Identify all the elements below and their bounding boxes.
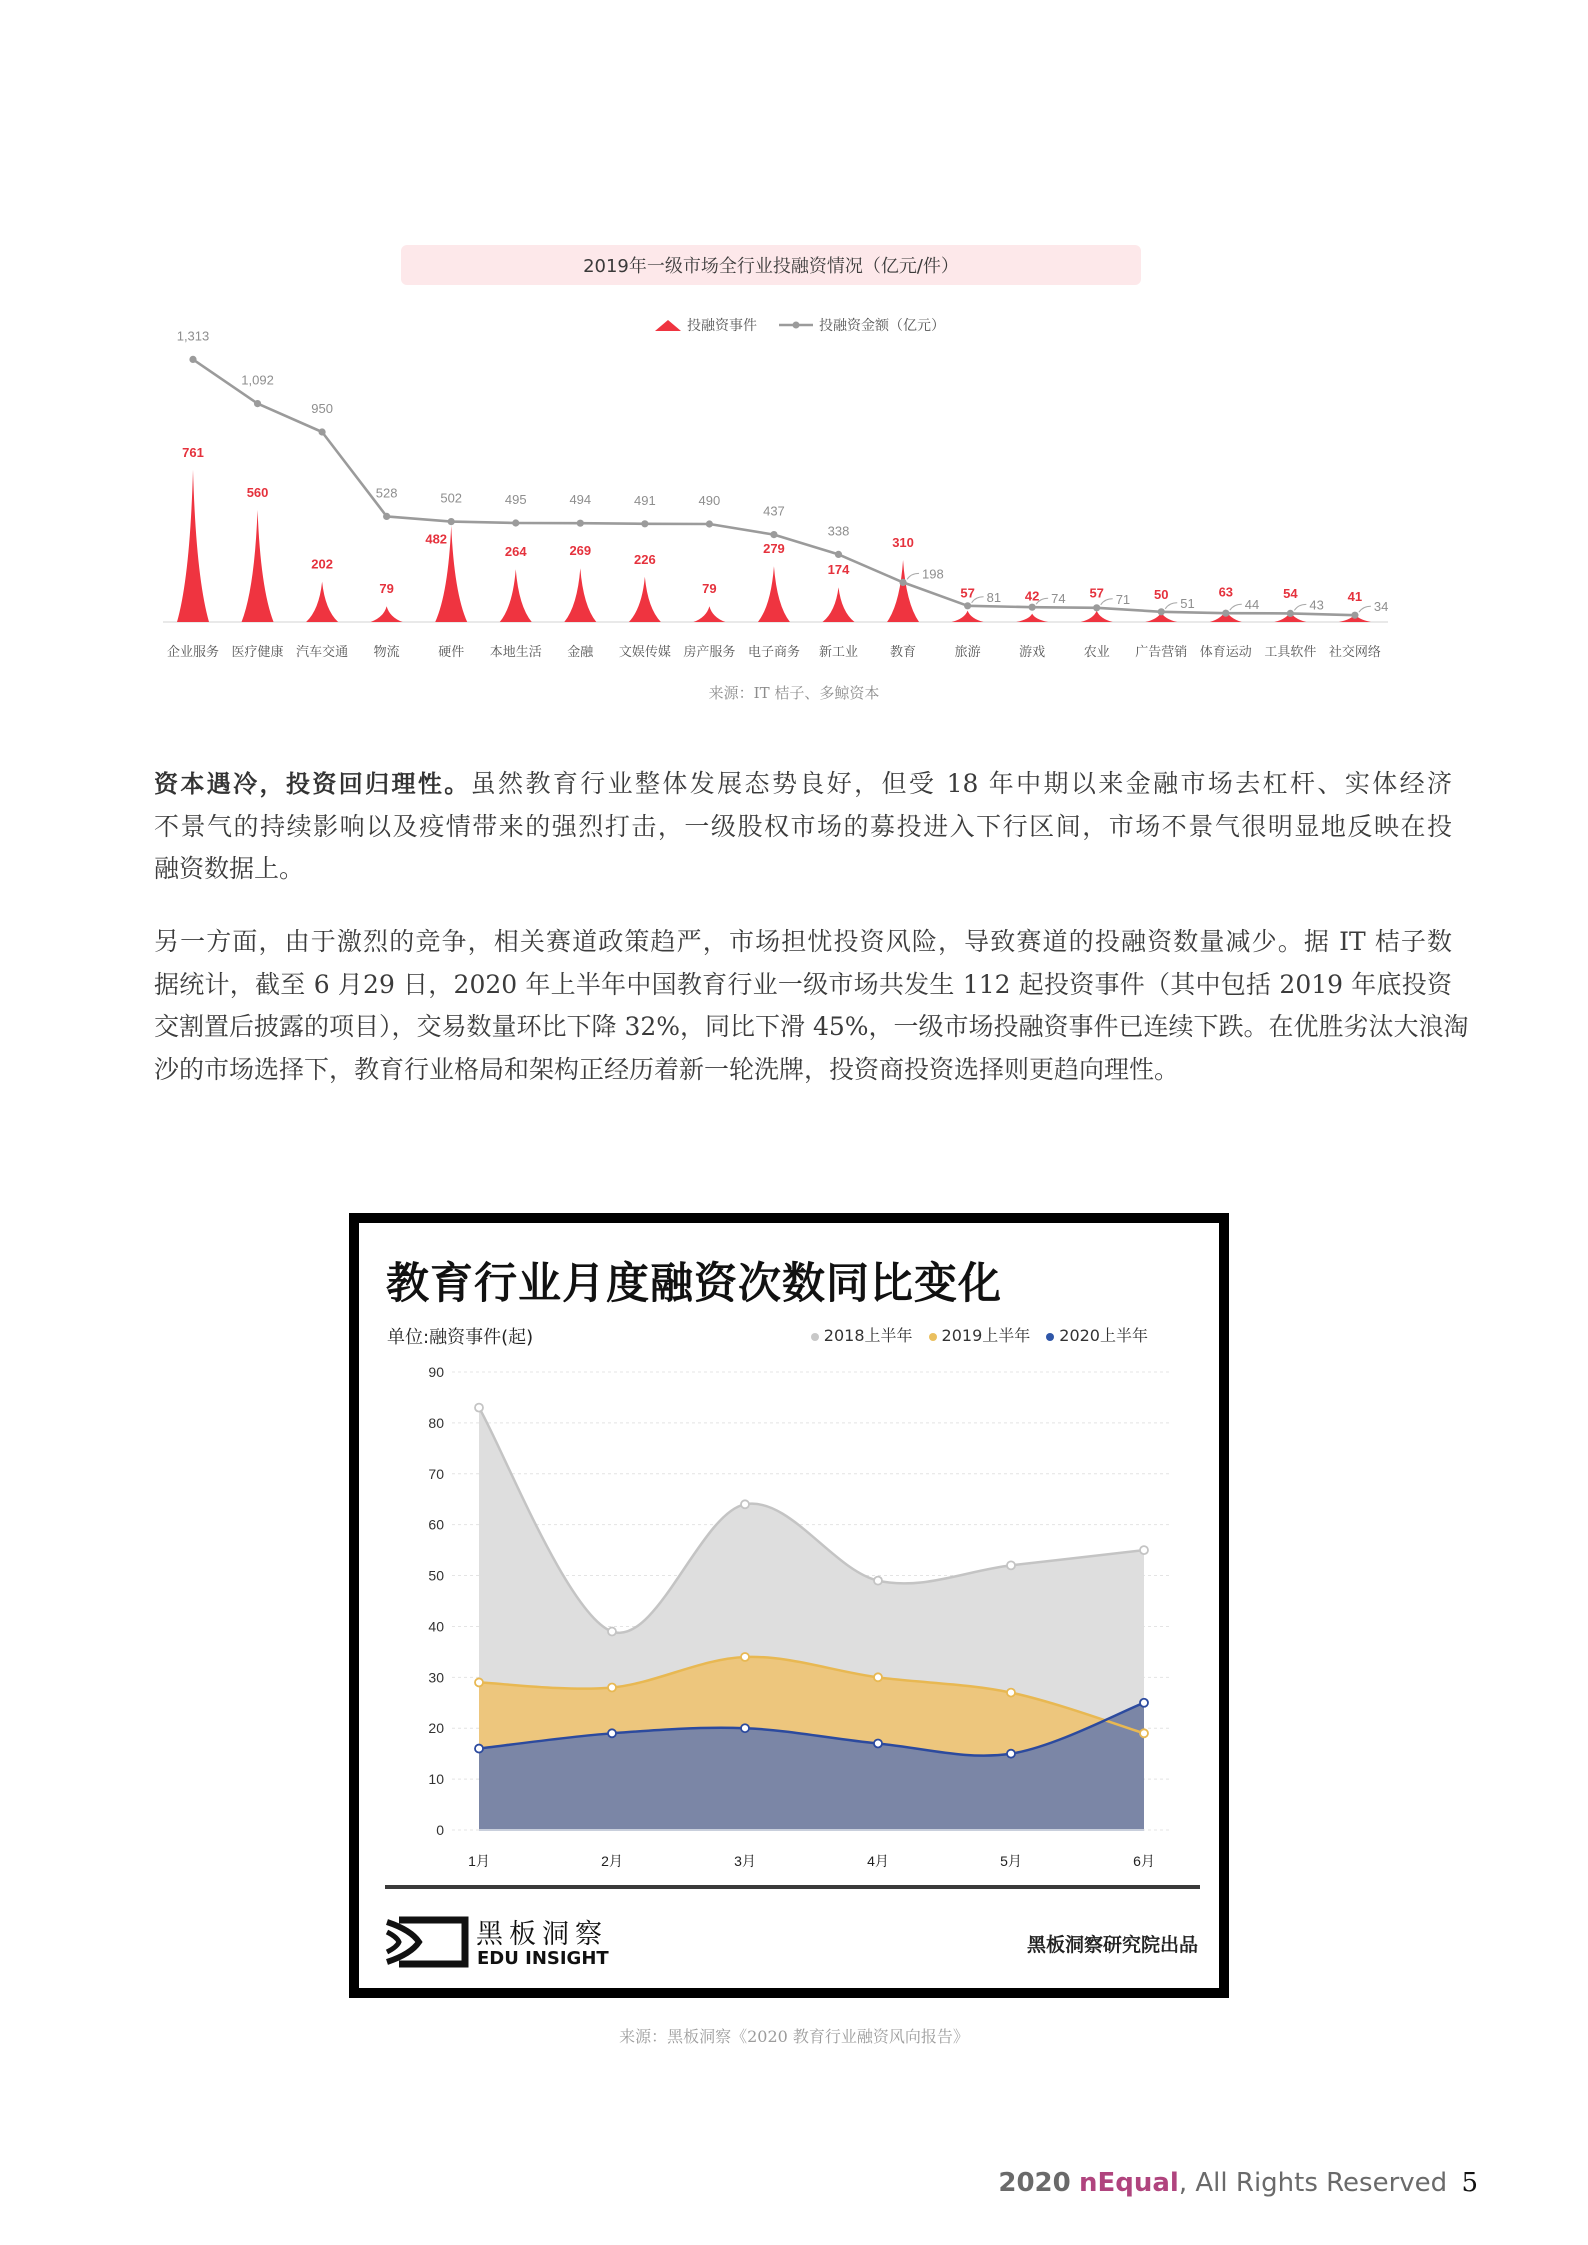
event-label: 57 [1089, 585, 1104, 601]
category-label: 游戏 [1019, 644, 1046, 659]
amount-label: 43 [1309, 597, 1324, 613]
event-label: 279 [763, 541, 785, 557]
paragraph-line: 融资数据上。 [154, 854, 305, 883]
paragraph-competition [154, 921, 1469, 1091]
amount-marker [641, 520, 648, 527]
data-point-marker [1140, 1729, 1148, 1737]
y-tick-label: 90 [428, 1363, 444, 1380]
event-label: 226 [633, 551, 656, 567]
amount-marker [512, 519, 519, 526]
amount-marker [448, 518, 455, 525]
amount-marker [1093, 604, 1100, 611]
amount-label: 528 [375, 485, 398, 501]
amount-marker [1287, 610, 1294, 617]
legend-label-events: 投融资事件 [687, 318, 757, 334]
amount-label: 51 [1180, 595, 1195, 611]
data-point-marker [1007, 1689, 1015, 1697]
event-label: 79 [702, 581, 717, 597]
event-triangle [500, 569, 532, 622]
category-label: 农业 [1083, 644, 1110, 659]
y-tick-label: 10 [428, 1771, 444, 1788]
y-tick-label: 60 [428, 1516, 444, 1533]
event-label: 310 [892, 535, 914, 550]
x-tick-label: 5月 [1000, 1853, 1022, 1869]
amount-label: 1,313 [176, 328, 210, 344]
category-label: 广告营销 [1135, 644, 1188, 659]
data-point-marker [874, 1577, 882, 1585]
amount-marker [254, 400, 261, 407]
event-triangle [952, 611, 984, 622]
amount-label: 71 [1115, 591, 1131, 607]
data-point-marker [741, 1724, 749, 1732]
event-label: 54 [1283, 586, 1298, 602]
event-label: 57 [960, 585, 975, 601]
data-point-marker [874, 1673, 882, 1681]
category-label: 电子商务 [747, 644, 800, 659]
amount-marker [899, 579, 906, 586]
category-label: 教育 [890, 644, 917, 659]
event-triangle [629, 577, 661, 622]
amount-marker [319, 428, 326, 435]
data-point-marker [608, 1684, 616, 1692]
event-label: 269 [569, 543, 592, 559]
y-tick-label: 50 [428, 1567, 444, 1584]
event-triangle [887, 560, 919, 622]
amount-label: 198 [922, 566, 944, 582]
amount-marker [383, 513, 390, 520]
category-label: 社交网络 [1328, 644, 1381, 659]
amount-marker [706, 520, 713, 527]
paragraph-text: 虽然教育行业整体发展态势良好，但受 18 年中期以来金融市场去杠杆、实体经济 [470, 769, 1452, 798]
event-label: 174 [827, 562, 850, 578]
data-point-marker [741, 1653, 749, 1661]
event-triangle [177, 470, 209, 622]
category-label: 文娱传媒 [618, 644, 671, 659]
legend-label: 2018上半年 [823, 1326, 913, 1345]
event-label: 63 [1218, 584, 1234, 600]
page-footer [900, 2168, 1478, 2198]
category-label: 硬件 [438, 644, 465, 659]
data-point-marker [1140, 1546, 1148, 1554]
top-chart-source: 来源：IT 桔子、多鲸资本 [708, 684, 880, 702]
footer-year: 2020 [998, 2168, 1071, 2198]
amount-label: 490 [698, 493, 721, 508]
label-leader-line [1230, 604, 1242, 610]
label-leader-line [1359, 606, 1371, 612]
event-label: 264 [504, 544, 527, 560]
data-point-marker [475, 1678, 483, 1686]
top-chart-title: 2019年一级市场全行业投融资情况（亿元/件） [401, 245, 1141, 285]
event-triangle [306, 582, 338, 622]
amount-marker [835, 551, 842, 558]
edu-chart-unit-label: 单位:融资事件(起) [387, 1327, 534, 1348]
x-tick-label: 1月 [468, 1853, 490, 1869]
amount-marker [1158, 608, 1165, 615]
legend-label: 2019上半年 [941, 1326, 1031, 1345]
event-triangle [1081, 611, 1113, 622]
event-triangle [758, 566, 790, 622]
legend-label: 2020上半年 [1059, 1326, 1148, 1345]
edu-chart-title: 教育行业月度融资次数同比变化 [386, 1259, 1002, 1309]
industry-financing-chart [0, 0, 1588, 700]
paragraph-lead-heading: 资本遇冷，投资回归理性。 [154, 770, 471, 798]
category-label: 新工业 [818, 644, 859, 659]
y-tick-label: 70 [428, 1465, 444, 1482]
logo-text-en: EDU INSIGHT [477, 1948, 609, 1969]
label-leader-line [907, 573, 919, 579]
paragraph-line: 据统计，截至 6 月29 日，2020 年上半年中国教育行业一级市场共发生 112 起投资事件（其中包括 2019 年底投资 [154, 969, 1452, 999]
y-tick-label: 20 [428, 1720, 444, 1737]
category-label: 本地生活 [489, 644, 542, 659]
event-triangle [693, 606, 725, 622]
amount-label: 491 [633, 492, 656, 508]
amount-marker [964, 602, 971, 609]
data-point-marker [874, 1739, 882, 1747]
label-leader-line [1165, 603, 1177, 609]
category-label: 房产服务 [683, 644, 736, 659]
amount-label: 74 [1051, 591, 1066, 607]
label-leader-line [1294, 604, 1306, 610]
paragraph-line: 另一方面，由于激烈的竞争，相关赛道政策趋严，市场担忧投资风险，导致赛道的投融资数量减少。据 IT 桔子数 [154, 927, 1452, 956]
data-point-marker [475, 1404, 483, 1412]
data-point-marker [608, 1628, 616, 1636]
event-label: 202 [311, 556, 333, 572]
x-tick-label: 2月 [601, 1853, 623, 1869]
category-label: 工具软件 [1264, 644, 1317, 659]
paragraph-line [154, 763, 1452, 806]
amount-label: 1,092 [241, 372, 274, 388]
event-triangle [371, 606, 403, 622]
event-label: 761 [182, 444, 204, 460]
data-point-marker [1007, 1561, 1015, 1569]
amount-marker [577, 520, 584, 527]
amount-label: 338 [827, 523, 850, 539]
x-tick-label: 3月 [734, 1853, 756, 1869]
edu-insight-logo-icon [385, 1916, 469, 1968]
category-label: 医疗健康 [231, 644, 284, 659]
event-triangle [1016, 614, 1048, 622]
event-triangle [242, 510, 274, 622]
event-label: 50 [1154, 587, 1169, 602]
data-point-marker [475, 1745, 483, 1753]
event-label: 482 [425, 531, 448, 547]
divider [385, 1885, 1200, 1889]
category-label: 旅游 [954, 644, 981, 659]
event-label: 560 [246, 485, 269, 500]
paragraph-capital-cooling [154, 763, 1452, 891]
category-label: 汽车交通 [296, 644, 349, 659]
data-point-marker [741, 1500, 749, 1508]
y-tick-label: 0 [436, 1822, 444, 1838]
event-triangle [564, 568, 596, 622]
amount-marker [1351, 612, 1358, 619]
y-tick-label: 80 [428, 1414, 444, 1431]
amount-label: 494 [569, 492, 592, 508]
category-label: 金融 [567, 644, 594, 659]
amount-label: 44 [1244, 597, 1260, 613]
y-tick-label: 40 [428, 1618, 444, 1635]
x-tick-label: 6月 [1133, 1853, 1155, 1869]
event-triangle [823, 587, 855, 622]
page-number: 5 [1461, 2168, 1478, 2198]
data-point-marker [1140, 1699, 1148, 1707]
amount-label: 502 [440, 490, 463, 506]
category-label: 企业服务 [166, 644, 220, 659]
amount-marker [770, 531, 777, 538]
amount-marker [1029, 604, 1036, 611]
event-label: 42 [1024, 588, 1040, 604]
amount-marker [1222, 610, 1229, 617]
category-label: 体育运动 [1199, 644, 1252, 659]
category-label: 物流 [373, 644, 400, 659]
x-tick-label: 4月 [867, 1853, 889, 1869]
logo-text-cn: 黑板洞察 [476, 1919, 608, 1950]
event-label: 79 [379, 581, 394, 597]
amount-label: 950 [311, 401, 333, 416]
amount-marker [189, 356, 196, 363]
data-point-marker [608, 1729, 616, 1737]
legend-label-amount: 投融资金额（亿元） [819, 318, 945, 334]
amount-label: 437 [763, 503, 785, 519]
amount-label: 495 [504, 492, 527, 507]
paragraph-line: 不景气的持续影响以及疫情带来的强烈打击，一级股权市场的募投进入下行区间，市场不景气很明显地反映在投 [154, 811, 1452, 841]
paragraph-line: 交割置后披露的项目），交易数量环比下降 32%，同比下滑 45%，一级市场投融资事件已连续下跌。在优胜劣汰大浪淘 [154, 1012, 1469, 1041]
footer-brand: nEqual [1079, 2168, 1179, 2198]
y-tick-label: 30 [428, 1669, 444, 1686]
event-label: 41 [1347, 588, 1363, 604]
paragraph-line: 沙的市场选择下，教育行业格局和架构正经历着新一轮洗牌，投资商投资选择则更趋向理性。 [154, 1054, 1180, 1084]
bottom-chart-source: 来源：黑板洞察《2020 教育行业融资风向报告》 [619, 2027, 969, 2046]
footer-rights: , All Rights Reserved [1178, 2168, 1448, 2198]
amount-label: 81 [986, 589, 1002, 605]
data-point-marker [1007, 1750, 1015, 1758]
chart-credit: 黑板洞察研究院出品 [1026, 1934, 1198, 1956]
amount-label: 34 [1373, 599, 1389, 615]
edu-monthly-financing-chart [0, 1340, 1588, 1885]
